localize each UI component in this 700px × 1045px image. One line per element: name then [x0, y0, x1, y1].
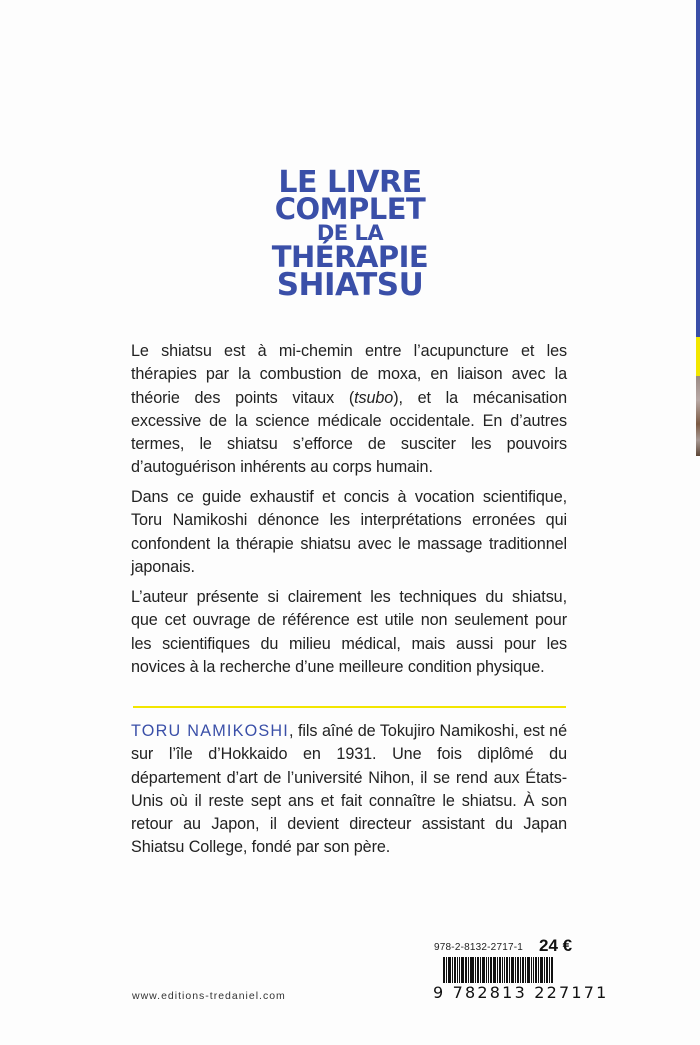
barcode-digits-text: 9 782813 227171 — [433, 983, 609, 1002]
paragraph-3-text: L’auteur présente si clairement les techniques du shiatsu, que cet ouvrage de référence est utile non seulement pour les scientifiques du milieu médical, mais aussi pour les novices à la recherche d’une meilleure condition physique. — [131, 588, 567, 676]
author-bio — [131, 720, 567, 860]
title-line-4: THÉRAPIE — [271, 240, 429, 274]
title-line-3: DE LA — [316, 221, 384, 245]
price-label: 24 € — [539, 936, 573, 955]
edge-stripe-yellow — [696, 337, 700, 376]
title-line-1: LE LIVRE — [278, 165, 422, 200]
title-line-5: SHIATSU — [276, 267, 424, 303]
isbn-label: 978-2-8132-2717-1 — [434, 942, 524, 953]
paragraph-1-italic-term: tsubo — [354, 388, 394, 407]
book-title — [230, 165, 470, 303]
description-paragraph-3 — [131, 586, 567, 679]
description-paragraph-1 — [131, 340, 567, 480]
description-paragraph-2 — [131, 486, 567, 579]
paragraph-1-text-b: ), et la mécanisation excessive de la science médicale occidentale. En d’autres termes, le shiatsu s’efforce de susciter les pouvoirs d’autoguérison inhérents au corps humain. — [131, 388, 567, 477]
author-name: TORU NAMIKOSHI — [131, 722, 289, 740]
edge-stripe-blue — [696, 0, 700, 337]
publisher-website[interactable]: www.editions-tredaniel.com — [132, 990, 286, 1002]
title-line-2: COMPLET — [274, 192, 426, 226]
author-bio-text: , fils aîné de Tokujiro Namikoshi, est né sur l’île d’Hokkaido en 1931. Une fois diplômé du département d’art de l’université Nihon, il se rend aux États-Unis où il reste sept ans et fait connaître le shiatsu. À son retour au Japon, il devient directeur assistant du Japan Shiatsu College, fondé par son père. — [131, 722, 567, 857]
yellow-divider — [133, 706, 566, 708]
paragraph-2-text: Dans ce guide exhaustif et concis à vocation scientifique, Toru Namikoshi dénonce les interprétations erronées qui confondent la thérapie shiatsu avec le massage traditionnel japonais. — [131, 488, 567, 576]
paragraph-1-text-a: Le shiatsu est à mi-chemin entre l’acupuncture et les thérapies par la combustion de moxa, en liaison avec la théorie des points vitaux ( — [131, 342, 567, 407]
barcode-digits — [432, 983, 610, 1002]
edge-photo-strip — [696, 376, 700, 456]
